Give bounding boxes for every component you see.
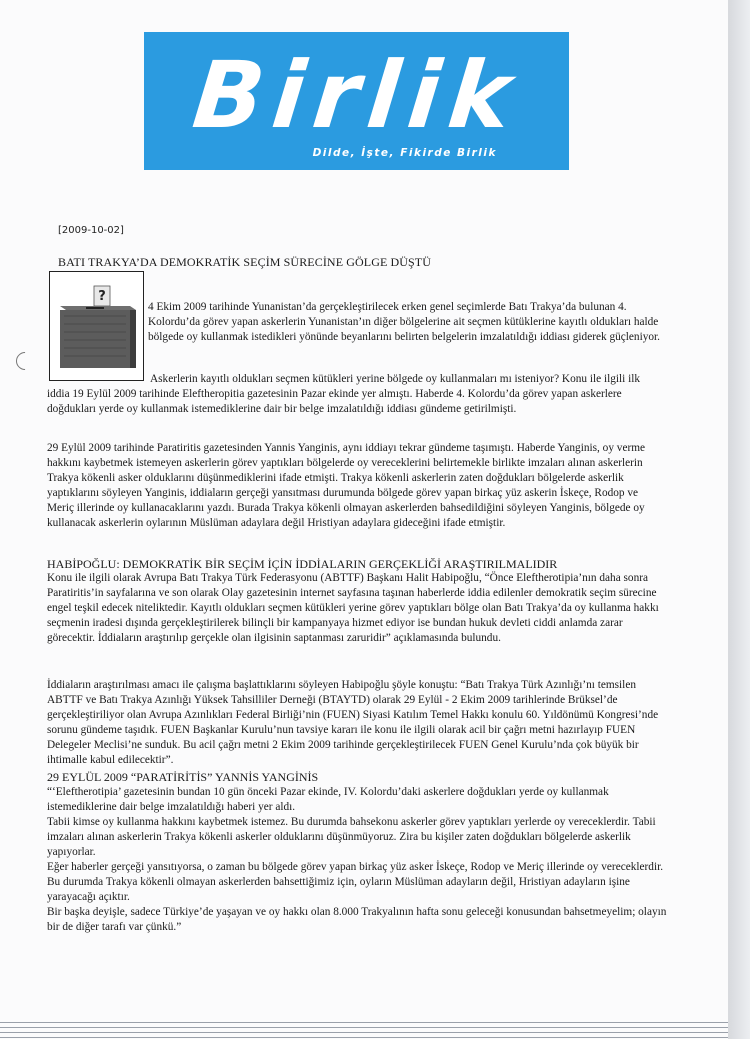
quote-line: Bir başka deyişle, sadece Türkiye’de yaşayan ve oy hakkı olan 8.000 Trakyalının hafta sonu geleceği konusundan bahsetmeyelim; olayın bir de diğer tarafı var çünkü.” <box>47 906 667 933</box>
quote-line: “‘Eleftherotipia’ gazetesinin bundan 10 gün önceki Pazar ekinde, IV. Kolordu’daki askerlere doğdukları yerde oy kullanmak istemediklerine dair belge imzalatıldığı haberi yer aldı. <box>47 786 609 813</box>
section2-quote <box>47 785 667 935</box>
ballot-box-question-icon <box>50 272 143 380</box>
article-headline: BATI TRAKYA’DA DEMOKRATİK SEÇİM SÜRECİNE GÖLGE DÜŞTÜ <box>58 255 431 269</box>
section1-paragraph-2: İddiaların araştırılması amacı ile çalışma başlattıklarını söyleyen Habipoğlu şöyle konuştu: “Batı Trakya Türk Azınlığı’nı temsilen ABTTF ve Batı Trakya Azınlığı Yüksek Tahsilliler Derneği (BTAYTD) olarak 29 Eylül - 2 Ekim 2009 tarihlerinde Brüksel’de gerçekleştiriliyor olan Avrupa Azınlıkları Federal Birliği’nin (FUEN) Siyasi Katılım Temel Hakkı konulu 60. Yıldönümü Kongresi’nde sorunu gündeme taşıdık. FUEN Başkanlar Kurulu’nun tavsiye kararı ile konu ile ilgili olarak acil bir çağrı metni hazırlayıp FUEN Delegeler Meclisi’ne sunduk. Bu acil çağrı metni 2 Ekim 2009 tarihinde gerçekleştirilecek FUEN Genel Kurulu’nda çok büyük bir ihtimalle kabul edilecektir”. <box>47 679 659 766</box>
ballot-box-photo <box>49 271 144 381</box>
section-heading-habipoglu: HABİPOĞLU: DEMOKRATİK BİR SEÇİM İÇİN İDDİALARIN GERÇEKLİĞİ ARAŞTIRILMALIDIR <box>47 557 558 571</box>
section1-paragraph-1: Konu ile ilgili olarak Avrupa Batı Trakya Türk Federasyonu (ABTTF) Başkanı Halit Habipoğlu, “Önce Eleftherotipia’nın daha sonra Paratiritis’in sayfalarına ve son olarak Olay gazetesinin internet sayfasına taşınan haberlerde iddia edilenler demokratik seçim sürecine engel teşkil edecek niteliktedir. Kayıtlı oldukları seçmen kütükleri yerine görev yaptıkları bölge olan Batı Trakya’da oy kullanma hakkı seçmenin iradesi dışında gerçekleştirilerek bilinçli bir kampanyaya hizmet ediyor ise bundan hukuk devleti ciddi anlamda zarar görecektir. İddiaların araştırılıp gerçekle olan ilgisinin saptanması zaruridir” açıklamasında bulundu. <box>47 572 659 644</box>
article-paragraph-2: Askerlerin kayıtlı oldukları seçmen kütükleri yerine bölgede oy kullanmaları mı isteniyor? Konu ile ilgili ilk iddia 19 Eylül 2009 tarihinde Eleftheropitia gazetesinin Pazar ekinde yer almıştı. Haberde 4. Kolordu’da görev yapan askerlere doğdukları yerde oy kullanmak istemediklerine dair bir belge imzalatıldığı iddiası gündeme getirilmişti. <box>47 373 641 415</box>
article-paragraph-1: 4 Ekim 2009 tarihinde Yunanistan’da gerçekleştirilecek erken genel seçimlerde Batı Trakya’da bulunan 4. Kolordu’da görev yapan askerlerin Yunanistan’ın diğer bölgelerine ait seçmen kütüklerine kayıtlı oldukları halde bölgede oy kullanmak istedikleri yönünde beyanlarını belirten belgelerin imzalatıldığı iddiası giderek güçleniyor. <box>148 301 660 343</box>
quote-line: Eğer haberler gerçeği yansıtıyorsa, o zaman bu bölgede görev yapan birkaç yüz asker İskeçe, Rodop ve Meriç illerinde oy vereceklerdir. Bu durumda Trakya kökenli olmayan askerlerden bahsettiğimiz için, oyların Müslüman adayların değil, Hristiyan adayların işine yarayacağı açıktır. <box>47 861 664 903</box>
article-paragraph-3: 29 Eylül 2009 tarihinde Paratiritis gazetesinden Yannis Yanginis, aynı iddiayı tekrar gündeme taşımıştı. Haberde Yanginis, oy verme hakkını kaybetmek istemeyen askerlerin görev yaptıkları bölgelerde oy vereceklerini belirtemekle birlikte imzaları alınan askerlerin Trakya kökenli asker olduklarını düşünmediklerini ifade etmişti. Trakya kökenli askerlerin zaten doğdukları bölgelerde askerlik yaptıklarını söyleyen Yanginis, iddiaların gerçeği yansıtması durumunda bölgede görev yapan birkaç yüz askerin İskeçe, Rodop ve Meriç illerinde oy kullanacaklarını yazdı. Burada Trakya kökenli olmayan askerlerden bahsedildiğini söyleyen Yanginis, bölgede oy kullanacak askerlerin oylarının Müslüman adaylara değil Hristiyan adaylara gideceğini ifade etmiştir. <box>47 442 646 529</box>
quote-line: Tabii kimse oy kullanma hakkını kaybetmek istemez. Bu durumda bahsekonu askerler görev yaptıkları yerlerde oy vereceklerdir. Tabii imzaları alınan askerlerin Trakya kökenli askerler olduklarını düşünmüyoruz. Zira bu kişiler zaten doğdukları bölgelerde askerlik yapıyorlar. <box>47 816 656 858</box>
masthead-banner <box>144 32 569 170</box>
page-edge <box>728 0 750 1039</box>
stacked-page-edges <box>0 1020 728 1039</box>
masthead-slogan: Dilde, İşte, Fikirde Birlik <box>312 147 497 159</box>
masthead-title: Birlik <box>188 42 525 149</box>
question-mark: ? <box>98 289 106 304</box>
article-date: [2009-10-02] <box>58 225 124 236</box>
section-heading-paratiritis: 29 EYLÜL 2009 “PARATİRİTİS” YANNİS YANGİNİS <box>47 770 319 784</box>
